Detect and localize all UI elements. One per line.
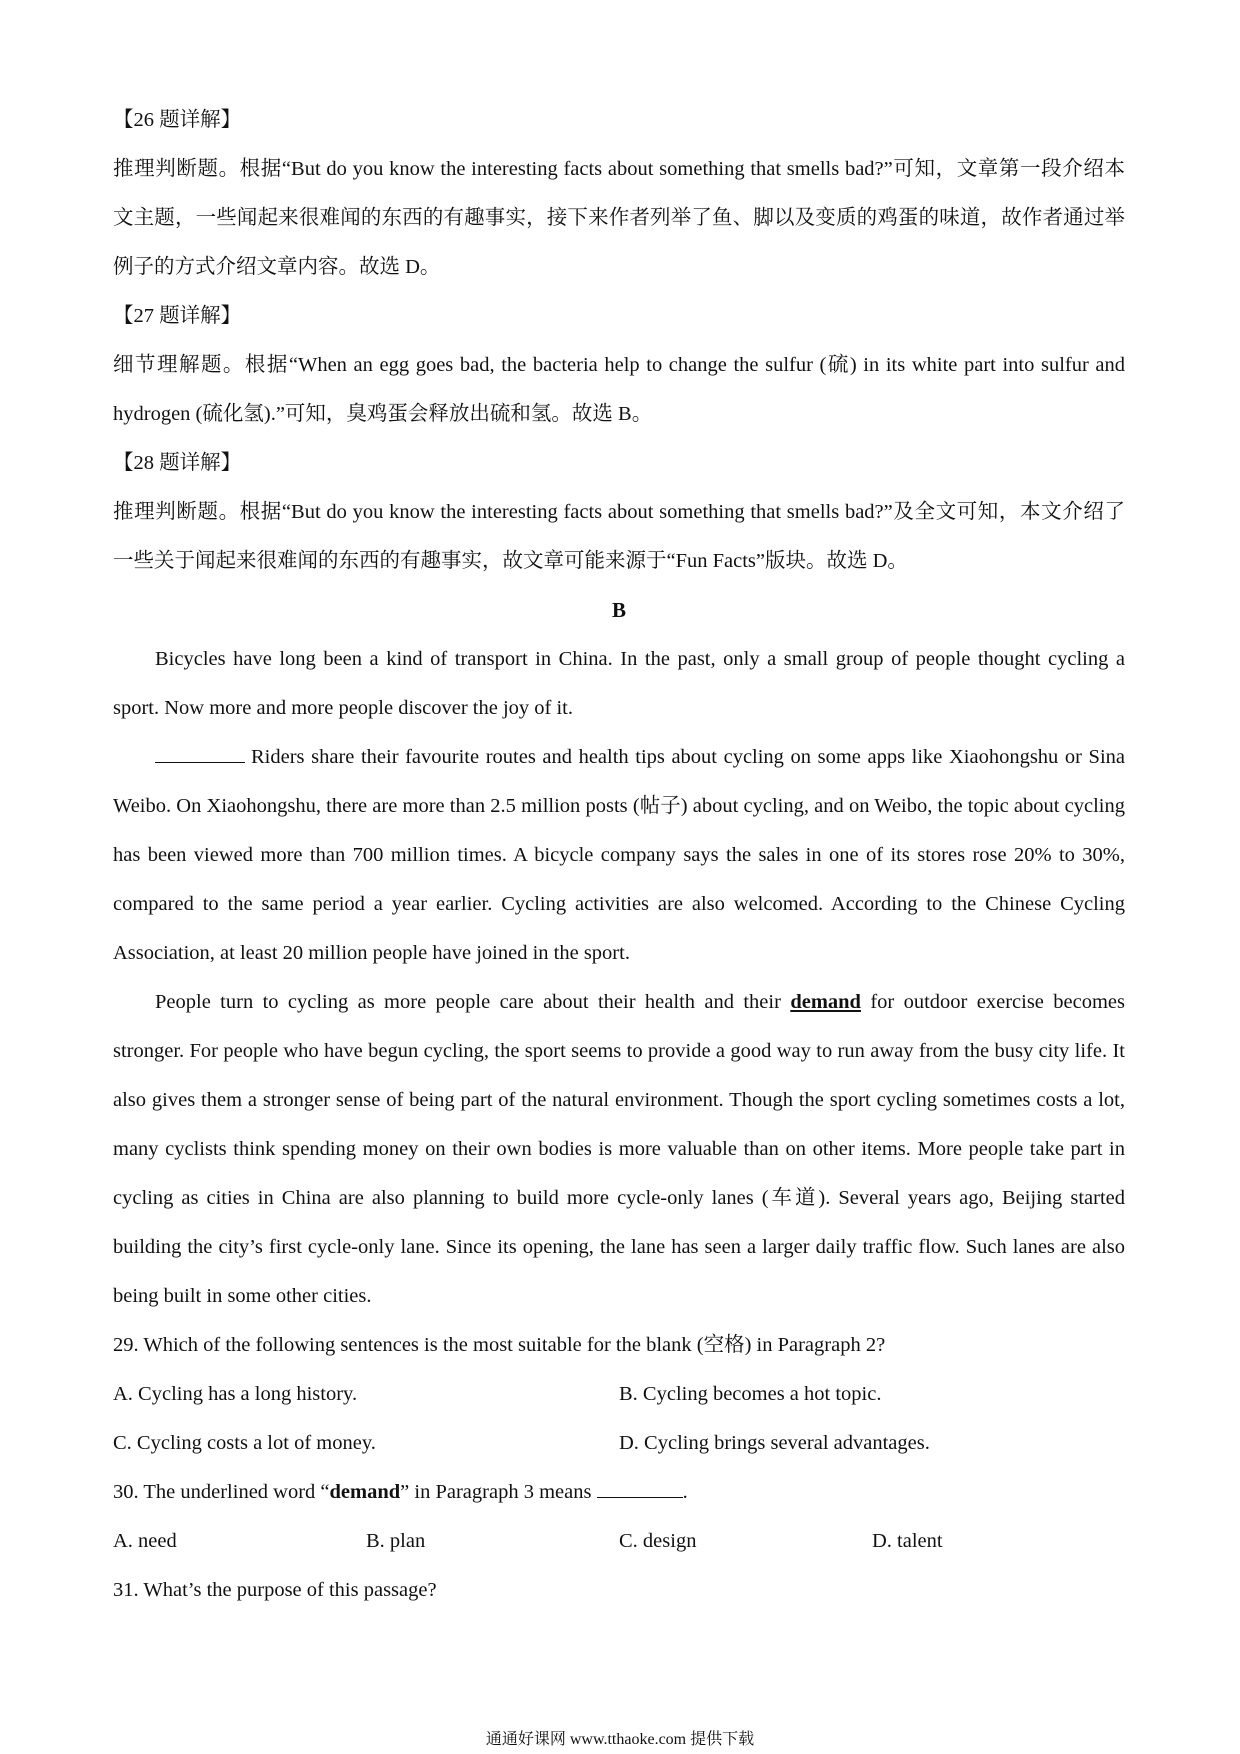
passage-heading: B — [611, 598, 626, 622]
q27-title: 【27 题详解】 — [113, 305, 242, 327]
paragraph-2-text: Riders share their favourite routes and health tips about cycling on some apps like Xiaohongshu or Sina Weibo. On Xiaohongshu, there are more than 2.5 million posts (帖子) about cycling, and on Weibo, the topic about cycling has been viewed more than 700 million times. A bicycle company says the sales in one of its stores rose 20% to 30%, compared to the same period a year earlier. Cycling activities are also welcomed. According to the Chinese Cycling Association, at least 20 million people have joined in the sport. — [113, 746, 1125, 964]
question-29-stem: 29. Which of the following sentences is the most suitable for the blank (空格) in Paragraph 2? — [113, 1334, 886, 1356]
question-30-option-d: D. talent — [872, 1530, 943, 1552]
answer-blank — [155, 742, 245, 763]
question-31-stem: 31. What’s the purpose of this passage? — [113, 1579, 437, 1601]
question-29-option-b: B. Cycling becomes a hot topic. — [619, 1383, 882, 1405]
passage-paragraph-2 — [113, 733, 1125, 978]
question-30-option-c: C. design — [619, 1530, 697, 1552]
q26-title: 【26 题详解】 — [113, 109, 242, 131]
question-30-option-a: A. need — [113, 1530, 177, 1552]
question-29-options-row-2 — [113, 1419, 1125, 1468]
page-content — [113, 96, 1125, 1615]
q27-explanation: 细节理解题。根据“When an egg goes bad, the bacteria help to change the sulfur (硫) in its white part into sulfur and hydrogen (硫化氢).”可知，臭鸡蛋会释放出硫和氢。故选 B。 — [113, 354, 1125, 425]
question-30-options — [113, 1517, 1125, 1566]
question-29-option-c: C. Cycling costs a lot of money. — [113, 1432, 376, 1454]
question-30-stem-before: 30. The underlined word “ — [113, 1481, 330, 1503]
question-30-stem-end: . — [682, 1481, 688, 1503]
question-30-word: demand — [329, 1481, 401, 1503]
paragraph-3-text-after: for outdoor exercise becomes stronger. For people who have begun cycling, the sport seems to provide a good way to run away from the busy city life. It also gives them a stronger sense of being part of the natural environment. Though the sport cycling sometimes costs a lot, many cyclists think spending money on their own bodies is more valuable than on other items. More people take part in cycling as cities in China are also planning to build more cycle-only lanes (车道). Several years ago, Beijing started building the city’s first cycle-only lane. Since its opening, the lane has seen a larger daily traffic flow. Such lanes are also being built in some other cities. — [113, 991, 1125, 1307]
q28-explanation: 推理判断题。根据“But do you know the interesting facts about something that smells bad?”及全文可知，本文介绍了一些关于闻起来很难闻的东西的有趣事实，故文章可能来源于“Fun Facts”版块。故选 D。 — [113, 501, 1125, 572]
question-29-options-row-1 — [113, 1370, 1125, 1419]
question-30-stem-after: ” in Paragraph 3 means — [400, 1481, 597, 1503]
q28-title: 【28 题详解】 — [113, 452, 242, 474]
question-29-option-d: D. Cycling brings several advantages. — [619, 1432, 930, 1454]
question-30-option-b: B. plan — [366, 1530, 426, 1552]
question-30-blank — [597, 1477, 683, 1498]
q26-explanation: 推理判断题。根据“But do you know the interesting facts about something that smells bad?”可知，文章第一段介绍本文主题，一些闻起来很难闻的东西的有趣事实，接下来作者列举了鱼、脚以及变质的鸡蛋的味道，故作者通过举例子的方式介绍文章内容。故选 D。 — [113, 158, 1125, 278]
passage-paragraph-1: Bicycles have long been a kind of transport in China. In the past, only a small group of people thought cycling a sport. Now more and more people discover the joy of it. — [113, 648, 1125, 719]
passage-paragraph-3 — [113, 978, 1125, 1321]
question-30-stem — [113, 1468, 1125, 1517]
page-footer: 通通好课网 www.tthaoke.com 提供下载 — [485, 1731, 755, 1748]
underlined-word: demand — [790, 991, 861, 1013]
paragraph-3-text-before: People turn to cycling as more people care about their health and their — [155, 991, 791, 1013]
question-29-option-a: A. Cycling has a long history. — [113, 1383, 358, 1405]
